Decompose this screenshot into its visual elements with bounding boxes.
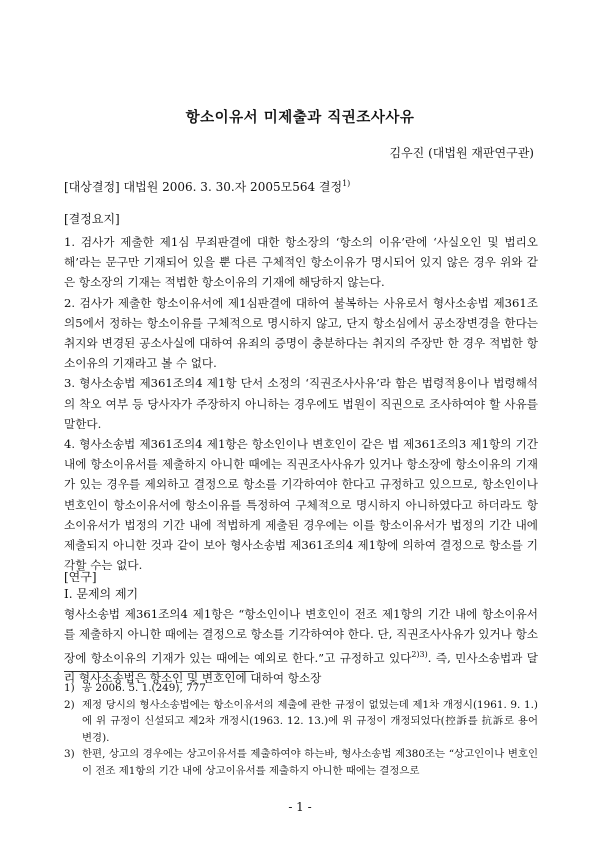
study-label: [연구] — [64, 570, 97, 584]
footnote-refs[interactable]: 2)3) — [411, 649, 428, 659]
summary-item: 2. 검사가 제출한 항소이유서에 제1심판결에 대하여 불복하는 사유로서 형사소송법 제361조의5에서 정하는 항소이유를 구체적으로 명시하지 않고, 단지 항소심에서 공소장변경을 한다는 취지와 변경된 공소사실에 대하여 유죄의 증명이 충분하다는 취지의 주장만 한 경우 적법한 항소이유의 기재라고 볼 수 없다. — [64, 295, 538, 371]
footnote — [64, 680, 538, 697]
study-body — [64, 584, 538, 688]
footnote-number: 1) — [64, 682, 75, 694]
study-paragraph-text-cont: . 즉, 민사소송법과 달리 형사소송법은 항소인 및 변호인에 대하여 항소장 — [64, 650, 538, 685]
author-line: 김우진 (대법원 재판연구관) — [389, 146, 534, 160]
summary-item: 4. 형사소송법 제361조의4 제1항은 항소인이나 변호인이 같은 법 제361조의3 제1항의 기간 내에 항소이유서를 제출하지 아니한 때에는 직권조사사유가 있거나 항소장에 항소이유의 기재가 있는 경우를 제외하고 결정으로 항소를 기각하여야 한다고 규정하고 있으므로, 항소인이나 변호인이 항소이유서에 항소이유를 특정하여 구체적으로 명시하지 아니하였다고 하더라도 항소이유서가 법정의 기간 내에 적법하게 제출된 경우에는 이를 항소이유서가 법정의 기간 내에 제출되지 아니한 것과 같이 보아 형사소송법 제361조의4 제1항에 의하여 결정으로 항소를 기각할 수는 없다. — [64, 437, 538, 573]
footnote-text: 한편, 상고의 경우에는 상고이유서를 제출하여야 하는바, 형사소송법 제380조는 “상고인이나 변호인이 전조 제1항의 기간 내에 상고이유서를 제출하지 아니한 때에는 결정으로 — [82, 748, 538, 777]
page-number: - 1 - — [288, 800, 312, 814]
summary-body — [64, 232, 538, 575]
footnote — [64, 746, 538, 779]
footnote-number: 2) — [64, 698, 75, 711]
study-paragraph-text: 형사소송법 제361조의4 제1항은 “항소인이나 변호인이 전조 제1항의 기간 내에 항소이유서를 제출하지 아니한 때에는 결정으로 항소를 기각하여야 한다. 단, 직권조사사유가 있거나 항소장에 항소이유의 기재가 있는 때에는 예외로 한다.”고 규정하고 있다 — [64, 607, 538, 665]
summary-item: 3. 형사소송법 제361조의4 제1항 단서 소정의 ‘직권조사사유’라 함은 법령적용이나 법령해석의 착오 여부 등 당사자가 주장하지 아니하는 경우에도 법원이 직권으로 조사하여야 할 사유를 말한다. — [64, 376, 538, 431]
section-heading: Ⅰ. 문제의 제기 — [64, 587, 139, 601]
footnote-text: 공 2006. 5. 1.(249), 777 — [82, 682, 206, 694]
target-decision-text: [대상결정] 대법원 2006. 3. 30.자 2005모564 결정 — [64, 180, 343, 194]
study-paragraph — [64, 604, 538, 688]
document-title: 항소이유서 미제출과 직권조사사유 — [185, 110, 415, 126]
summary-label: [결정요지] — [64, 212, 120, 226]
footnote-number: 3) — [64, 748, 75, 760]
footnote-divider — [64, 671, 254, 672]
summary-item: 1. 검사가 제출한 제1심 무죄판결에 대한 항소장의 ‘항소의 이유’란에 ‘사실오인 및 법리오해’라는 문구만 기재되어 있을 뿐 다른 구체적인 항소이유가 명시되어 있지 않은 경우 위와 같은 항소장의 기재는 적법한 항소이유의 기재에 해당하지 않는다. — [64, 235, 538, 290]
target-decision — [64, 178, 350, 195]
footnote-ref-1[interactable]: 1) — [342, 179, 351, 188]
footnote — [64, 697, 538, 747]
footnotes — [64, 680, 538, 779]
footnote-text: 제정 당시의 형사소송법에는 항소이유서의 제출에 관한 규정이 없었는데 제1차 개정시(1961. 9. 1.)에 위 규정이 신설되고 제2차 개정시(1963. 12. 13.)에 위 규정이 개정되었다(控訴를 抗訴로 용어 변경). — [82, 698, 538, 744]
